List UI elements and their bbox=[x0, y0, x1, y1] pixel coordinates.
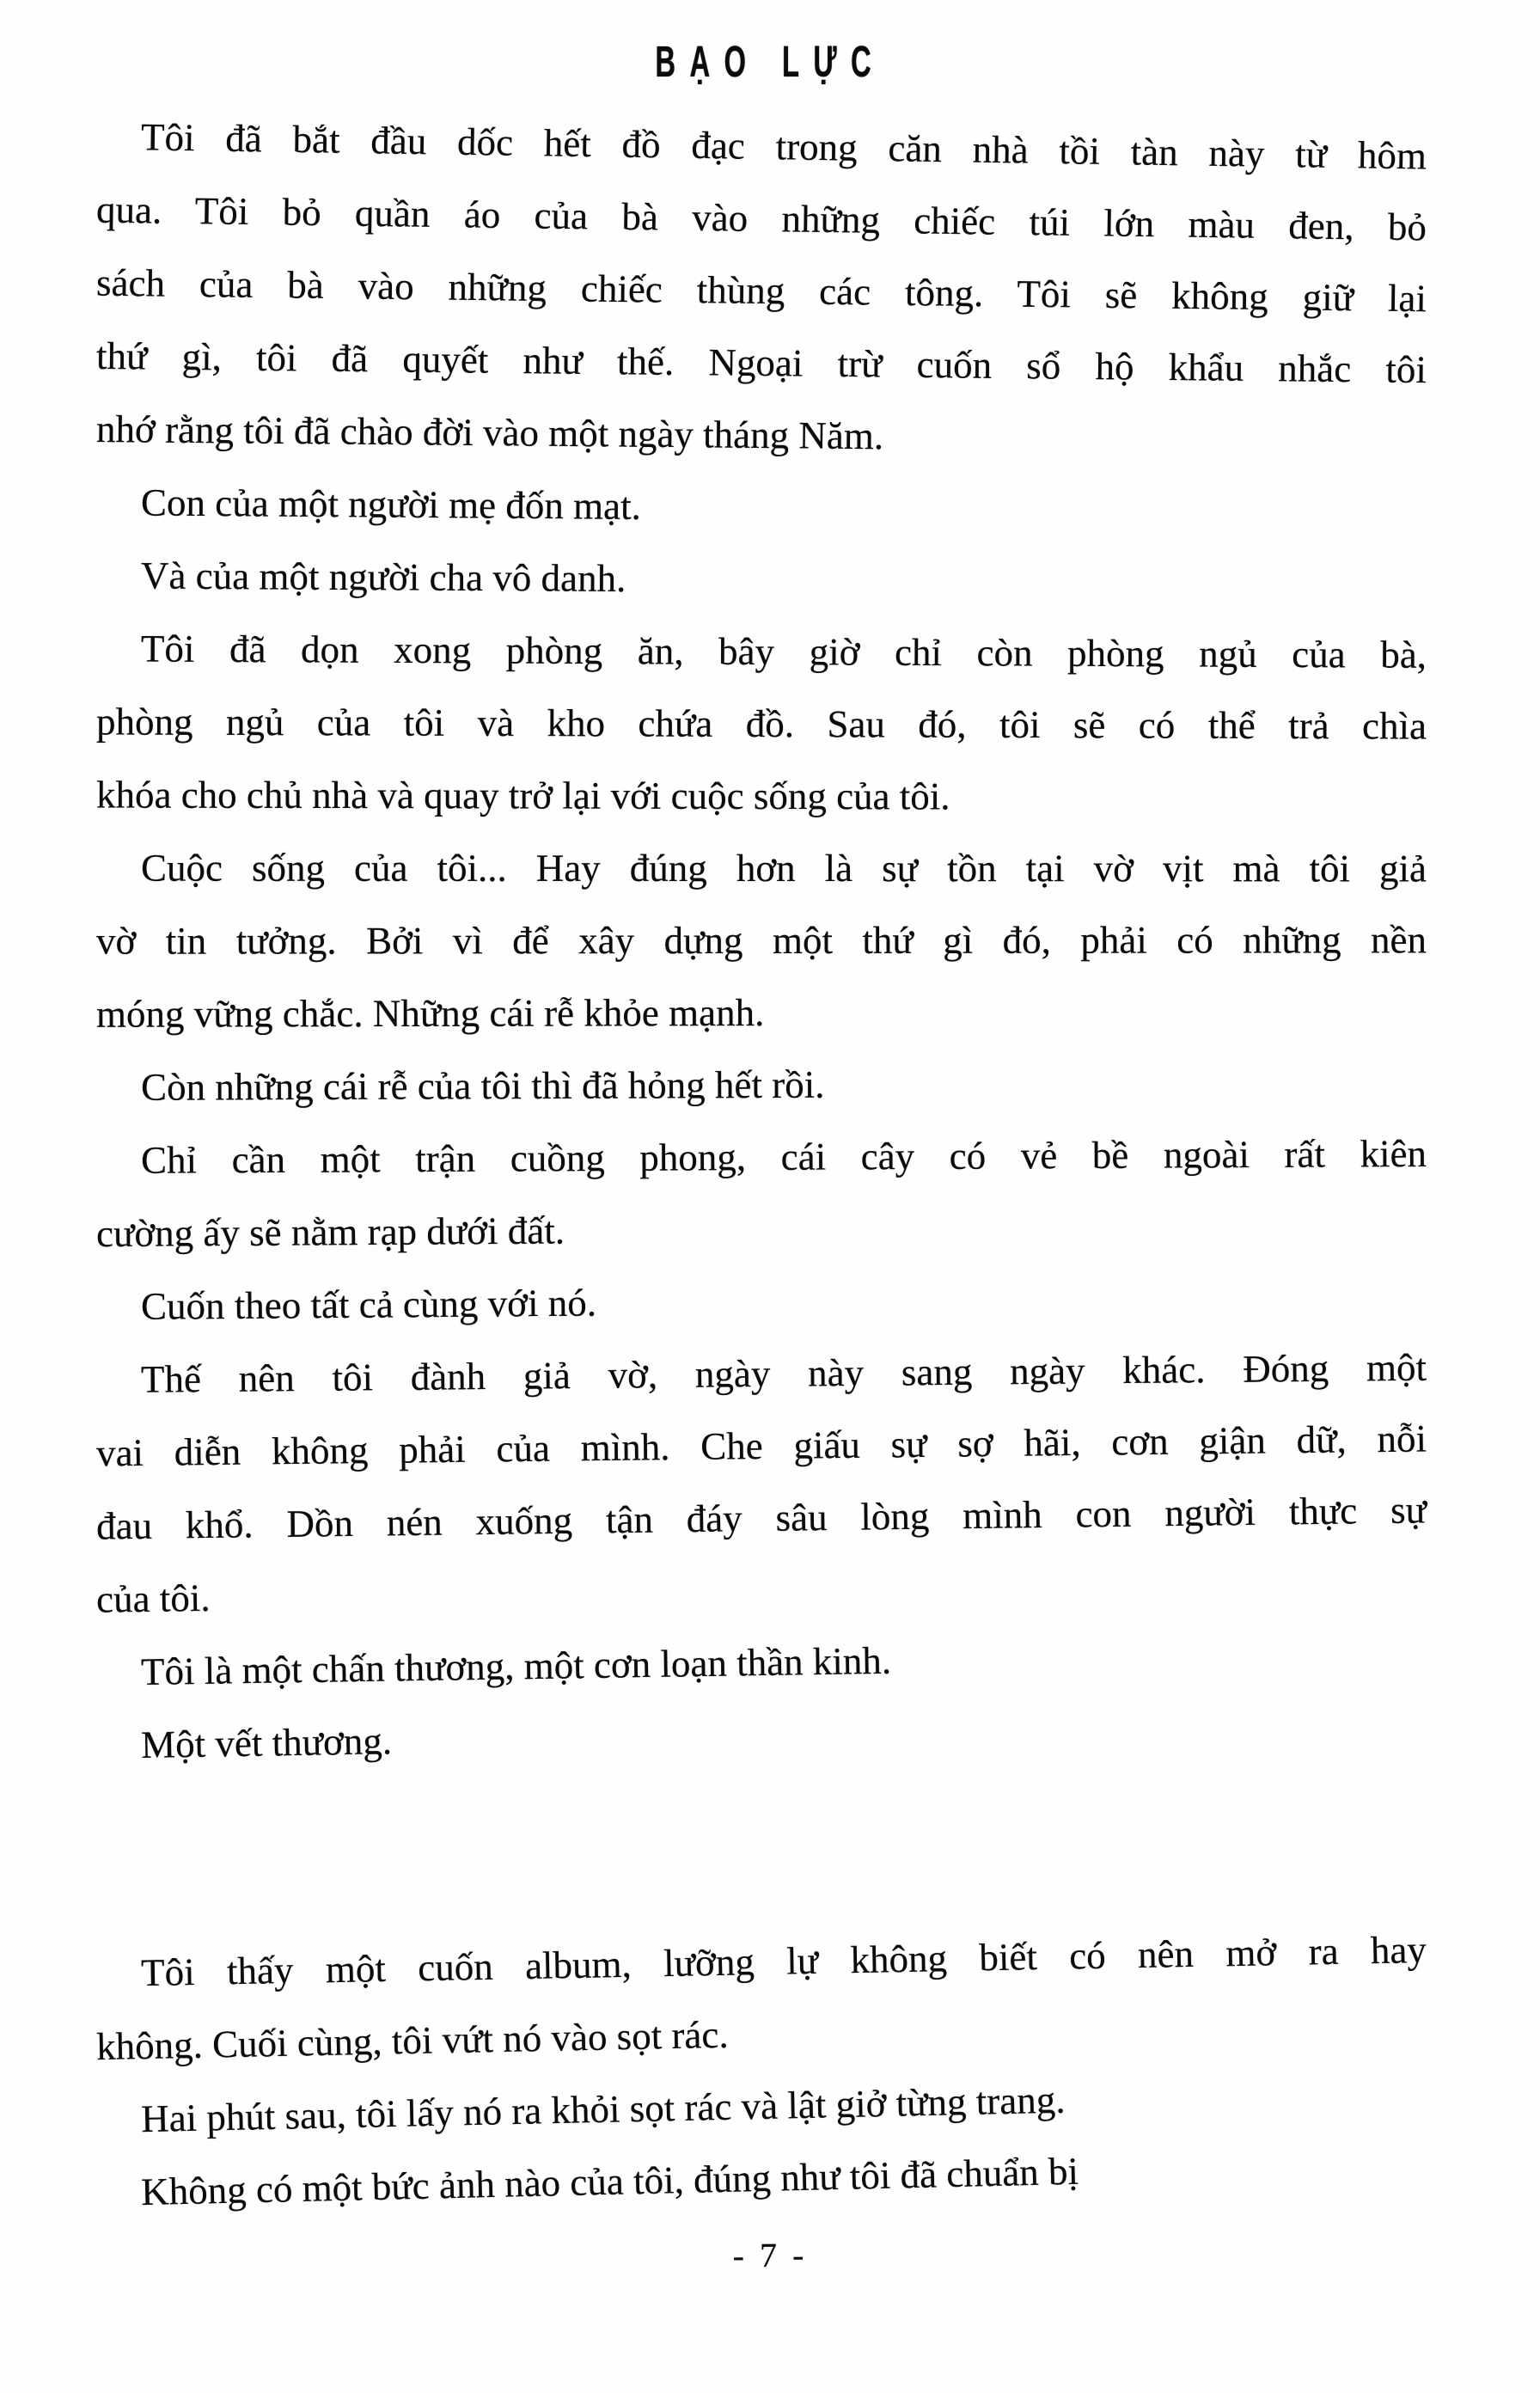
text-line: nhớ rằng tôi đã chào đời vào một ngày tháng Năm. bbox=[95, 407, 884, 458]
text-line: đau khổ. Dồn nén xuống tận đáy sâu lòng mình con người thực sự bbox=[95, 1488, 1427, 1548]
text-line: Không có một bức ảnh nào của tôi, đúng như tôi đã chuẩn bị bbox=[140, 2149, 1079, 2214]
paragraph bbox=[96, 615, 1427, 832]
section-break bbox=[96, 1771, 1427, 1925]
text-line: Tôi thấy một cuốn album, lưỡng lự không biết có nên mở ra hay bbox=[140, 1927, 1427, 1995]
text-line: Và của một người cha vô danh. bbox=[140, 554, 626, 601]
text-line: cường ấy sẽ nằm rạp dưới đất. bbox=[95, 1209, 565, 1256]
paragraph bbox=[96, 1698, 1427, 1771]
paragraph bbox=[96, 1626, 1427, 1698]
text-line: Tôi là một chấn thương, một cơn loạn thần kinh. bbox=[140, 1638, 892, 1693]
text-line: Chỉ cần một trận cuồng phong, cái cây có vẻ bề ngoài rất kiên bbox=[140, 1131, 1427, 1182]
text-line: của tôi. bbox=[95, 1576, 211, 1621]
paragraph bbox=[96, 1337, 1427, 1626]
paragraph bbox=[96, 1925, 1427, 2070]
text-line: vờ tin tưởng. Bởi vì để xây dựng một thứ gì đó, phải có những nền bbox=[95, 918, 1427, 963]
chapter-header bbox=[0, 38, 1540, 87]
text-line: Hai phút sau, tôi lấy nó ra khỏi sọt rác và lật giở từng trang. bbox=[140, 2078, 1066, 2141]
body-text bbox=[96, 110, 1427, 2214]
page-number: - 7 - bbox=[732, 2235, 808, 2275]
paragraph bbox=[96, 1121, 1427, 1265]
text-line: Cuộc sống của tôi... Hay đúng hơn là sự tồn tại vờ vịt mà tôi giả bbox=[140, 846, 1427, 890]
paragraph bbox=[96, 1049, 1427, 1121]
text-line: khóa cho chủ nhà và quay trở lại với cuộc sống của tôi. bbox=[95, 773, 950, 818]
text-line: thứ gì, tôi đã quyết như thế. Ngoại trừ cuốn sổ hộ khẩu nhắc tôi bbox=[95, 334, 1427, 392]
paragraph bbox=[96, 2142, 1427, 2214]
chapter-title: BẠO LỰC bbox=[655, 38, 885, 87]
paragraph bbox=[96, 1265, 1427, 1337]
text-line: qua. Tôi bỏ quần áo của bà vào những chiếc túi lớn màu đen, bỏ bbox=[95, 187, 1427, 249]
paragraph bbox=[96, 832, 1427, 1049]
paragraph bbox=[96, 543, 1427, 615]
text-line: vai diễn không phải của mình. Che giấu sự sợ hãi, cơn giận dữ, nỗi bbox=[95, 1417, 1427, 1475]
text-line: Cuốn theo tất cả cùng với nó. bbox=[140, 1281, 597, 1328]
text-line: Còn những cái rễ của tôi thì đã hỏng hết rồi. bbox=[140, 1062, 825, 1109]
paragraph bbox=[96, 471, 1427, 543]
text-line: sách của bà vào những chiếc thùng các tông. Tôi sẽ không giữ lại bbox=[95, 260, 1427, 321]
text-line: không. Cuối cùng, tôi vứt nó vào sọt rác. bbox=[95, 2012, 730, 2069]
text-line: phòng ngủ của tôi và kho chứa đồ. Sau đó, tôi sẽ có thể trả chìa bbox=[95, 700, 1427, 748]
text-line: Tôi đã dọn xong phòng ăn, bây giờ chỉ còn phòng ngủ của bà, bbox=[140, 627, 1427, 676]
text-line: Thế nên tôi đành giả vờ, ngày này sang ngày khác. Đóng một bbox=[140, 1345, 1427, 1401]
text-line: Một vết thương. bbox=[140, 1719, 393, 1766]
text-line: Con của một người mẹ đốn mạt. bbox=[140, 480, 642, 528]
text-line: Tôi đã bắt đầu dốc hết đồ đạc trong căn nhà tồi tàn này từ hôm bbox=[140, 115, 1427, 178]
paragraph bbox=[96, 110, 1427, 471]
text-line: móng vững chắc. Những cái rễ khỏe mạnh. bbox=[95, 990, 765, 1036]
